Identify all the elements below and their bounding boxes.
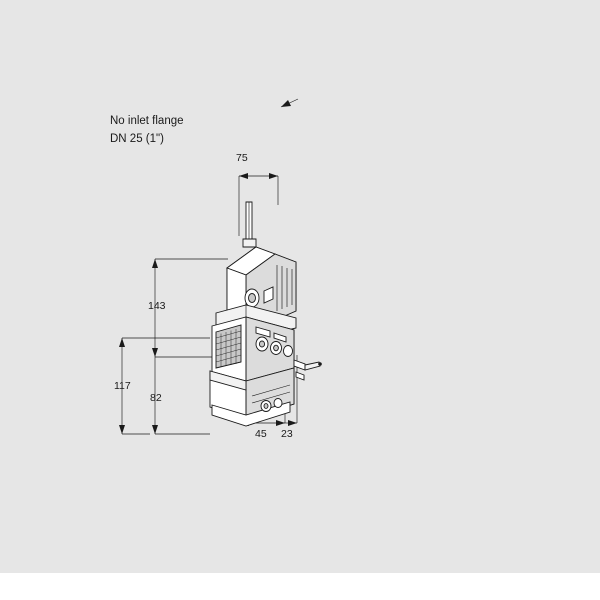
dimension-label-82: 82 bbox=[150, 392, 162, 404]
dimension-label-75: 75 bbox=[236, 152, 248, 164]
dimension-label-117: 117 bbox=[114, 380, 131, 392]
note-line-2: DN 25 (1") bbox=[110, 133, 164, 145]
vent-stem bbox=[243, 202, 256, 247]
note-line-1: No inlet flange bbox=[110, 115, 184, 127]
dimension-label-143: 143 bbox=[148, 300, 166, 312]
valve-assembly bbox=[210, 202, 322, 426]
note-no-inlet-flange bbox=[110, 112, 184, 148]
leader-line bbox=[281, 99, 298, 107]
dimension-label-23: 23 bbox=[281, 428, 293, 440]
dimension-label-45: 45 bbox=[255, 428, 267, 440]
side-nipple bbox=[294, 360, 322, 380]
